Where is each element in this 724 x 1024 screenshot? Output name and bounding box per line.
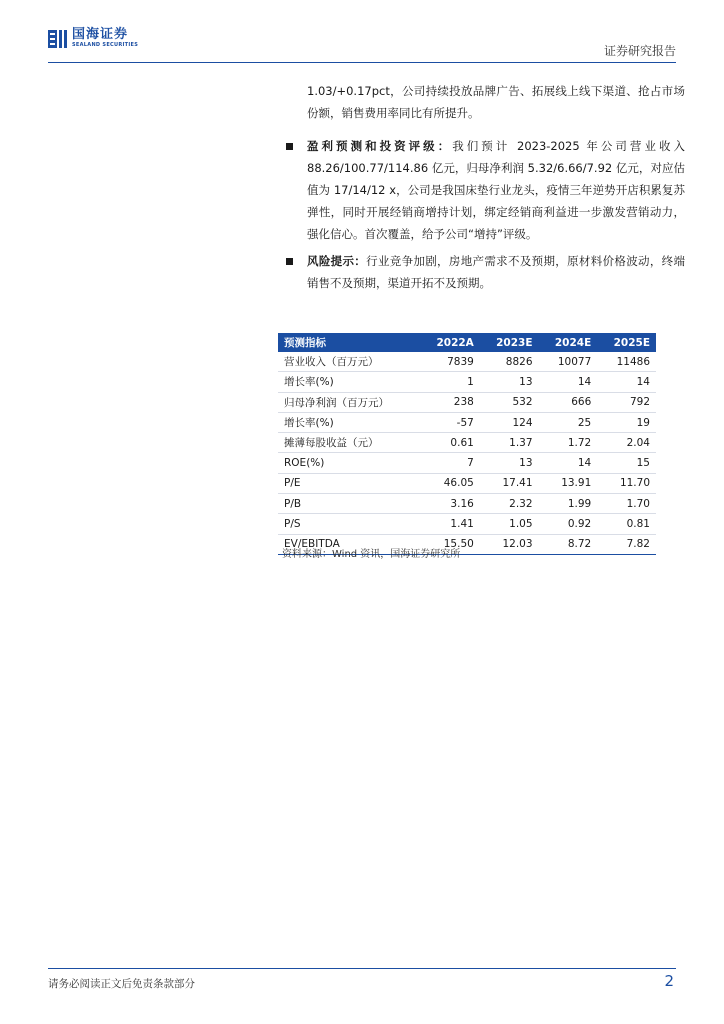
table-cell: 0.81 [597,514,656,534]
table-header-cell: 2022A [420,333,480,352]
table-cell: 19 [597,412,656,432]
paragraph-risk-warning [307,250,685,294]
table-cell: 13 [480,372,539,392]
table-cell: P/E [278,473,420,493]
table-cell: 归母净利润（百万元） [278,392,420,412]
risk-heading: 风险提示： [307,254,367,268]
page-number: 2 [664,972,674,990]
header-divider [48,62,676,63]
table-cell: 666 [539,392,598,412]
table-cell: 792 [597,392,656,412]
table-cell: 17.41 [480,473,539,493]
table-header-cell: 2024E [539,333,598,352]
table-row [278,494,656,514]
table-cell: 12.03 [480,534,539,554]
table-cell: 营业收入（百万元） [278,352,420,372]
table-row [278,372,656,392]
sealand-logo-icon [48,29,68,49]
table-cell: 1.05 [480,514,539,534]
risk-body: 行业竞争加剧，房地产需求不及预期，原材料价格波动，终端销售不及预期，渠道开拓不及预期。 [307,254,686,290]
table-row [278,473,656,493]
table-cell: 25 [539,412,598,432]
table-cell: 13 [480,453,539,473]
table-cell: 8.72 [539,534,598,554]
table-cell: 14 [597,372,656,392]
table-header-cell: 2025E [597,333,656,352]
table-cell: -57 [420,412,480,432]
table-row [278,433,656,453]
table-cell: 7 [420,453,480,473]
table-cell: 0.61 [420,433,480,453]
table-row [278,392,656,412]
table-row [278,514,656,534]
footer-divider [48,968,676,969]
table-row [278,453,656,473]
paragraph-earnings-forecast [307,135,685,245]
table-cell: 15 [597,453,656,473]
square-bullet-icon [286,143,293,150]
table-cell: 14 [539,372,598,392]
table-cell: 3.16 [420,494,480,514]
square-bullet-icon [286,258,293,265]
forecast-table [278,333,656,555]
logo-chinese-name: 国海证券 [72,27,129,42]
table-cell: 1.72 [539,433,598,453]
table-cell: 2.32 [480,494,539,514]
logo-english-name: SEALAND SECURITIES [72,42,139,48]
table-cell: 10077 [539,352,598,372]
table-header-cell: 预测指标 [278,333,420,352]
paragraph-sales-expense: 1.03/+0.17pct，公司持续投放品牌广告、拓展线上线下渠道、抢占市场份额，销售费用率同比有所提升。 [307,84,685,120]
table-cell: 7.82 [597,534,656,554]
table-cell: P/S [278,514,420,534]
table-row [278,352,656,372]
table-cell: ROE(%) [278,453,420,473]
footer-disclaimer: 请务必阅读正文后免责条款部分 [48,978,195,990]
document-type-label: 证券研究报告 [603,44,676,58]
table-cell: 15.50 [420,534,480,554]
table-cell: 1.37 [480,433,539,453]
table-header-row [278,333,656,352]
table-cell: 1.70 [597,494,656,514]
table-source-note: 资料来源：Wind 资讯，国海证券研究所 [282,549,461,560]
forecast-heading: 盈利预测和投资评级： [307,139,453,153]
table-cell: 7839 [420,352,480,372]
table-header-cell: 2023E [480,333,539,352]
table-cell: 13.91 [539,473,598,493]
table-cell: 1 [420,372,480,392]
table-cell: 0.92 [539,514,598,534]
table-cell: 8826 [480,352,539,372]
table-cell: 238 [420,392,480,412]
table-cell: 1.41 [420,514,480,534]
table-cell: 增长率(%) [278,412,420,432]
sealand-logo [48,28,138,49]
table-cell: 2.04 [597,433,656,453]
page-header [48,28,676,62]
table-cell: 124 [480,412,539,432]
table-cell: 11486 [597,352,656,372]
forecast-body: 我们预计 2023-2025 年公司营业收入 88.26/100.77/114.86 亿元，归母净利润 5.32/6.66/7.92 亿元，对应估值为 17/14/12 x，公司是我国床垫行业龙头，疫情三年逆势开店积累复苏弹性，同时开展经销商增持计划，绑定经销商利益进一步激发营销动力，强化信心。首次覆盖，给予公司“增持”评级。 [307,139,685,241]
table-cell: 11.70 [597,473,656,493]
table-cell: 14 [539,453,598,473]
table-cell: P/B [278,494,420,514]
table-cell: 1.99 [539,494,598,514]
table-cell: 532 [480,392,539,412]
table-row [278,412,656,432]
table-cell: 摊薄每股收益（元） [278,433,420,453]
table-cell: 46.05 [420,473,480,493]
table-cell: 增长率(%) [278,372,420,392]
table-cell: EV/EBITDA [278,534,420,554]
